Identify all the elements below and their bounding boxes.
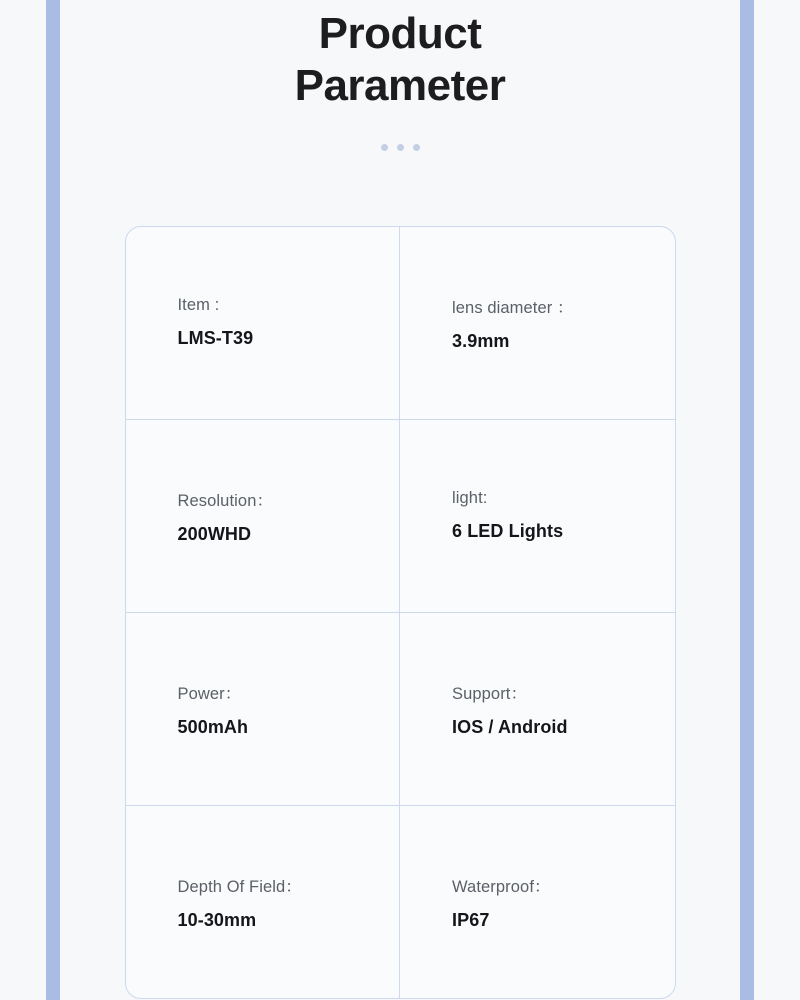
right-accent-bar [740, 0, 754, 1000]
spec-value: 200WHD [177, 523, 252, 544]
spec-cell [400, 806, 675, 998]
spec-cell [126, 420, 401, 612]
spec-value: 500mAh [177, 716, 249, 737]
spec-cell [126, 227, 401, 419]
table-row [126, 613, 675, 806]
spec-cell [126, 806, 401, 998]
spec-cell [400, 227, 675, 419]
spec-label: Resolution： [177, 491, 274, 510]
dot-icon [381, 144, 388, 151]
spec-label: Waterproof： [452, 877, 551, 896]
page-title-line-2: Parameter [294, 60, 506, 110]
spec-label: Depth Of Field： [177, 877, 302, 896]
left-accent-bar [46, 0, 60, 1000]
spec-value: LMS-T39 [177, 328, 254, 349]
spec-label: light: [452, 489, 488, 508]
spec-table [125, 226, 676, 999]
spec-label: Item : [177, 296, 220, 315]
table-row [126, 420, 675, 613]
spec-value: IOS / Android [452, 716, 568, 737]
spec-label: lens diameter ： [452, 298, 574, 317]
spec-cell [400, 420, 675, 612]
table-row [126, 806, 675, 998]
table-row [126, 227, 675, 420]
spec-label: Power： [177, 684, 242, 703]
spec-value: 3.9mm [452, 330, 510, 351]
spec-value: IP67 [452, 909, 490, 930]
content-area [60, 0, 740, 1000]
spec-value: 6 LED Lights [452, 521, 564, 542]
dot-icon [413, 144, 420, 151]
spec-label: Support： [452, 684, 528, 703]
spec-cell [126, 613, 401, 805]
spec-value: 10-30mm [177, 909, 257, 930]
page-title [60, 0, 740, 112]
dot-icon [397, 144, 404, 151]
page-title-line-1: Product [318, 9, 482, 58]
spec-cell [400, 613, 675, 805]
decorative-dots [60, 144, 740, 151]
